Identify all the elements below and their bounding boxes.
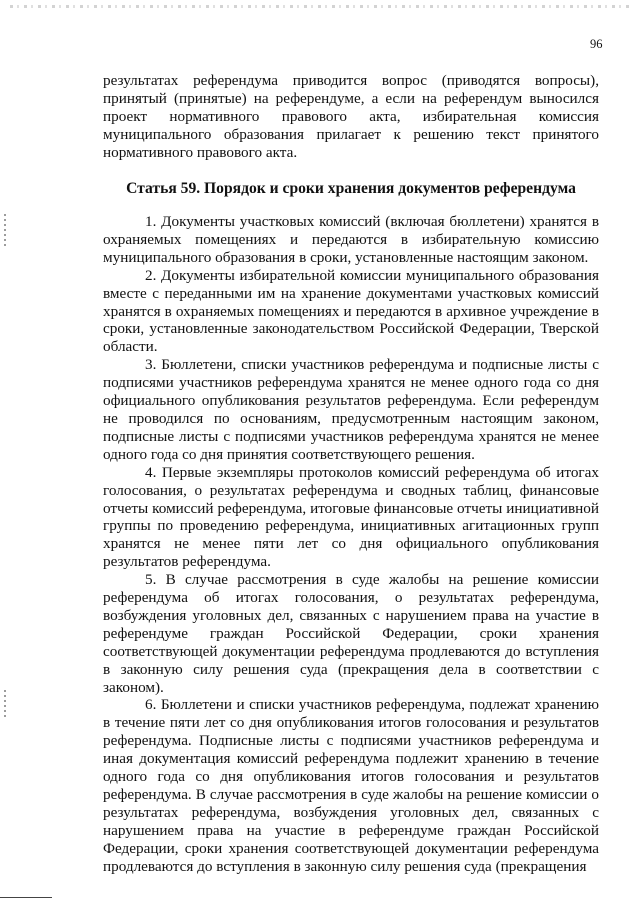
clause-2: 2. Документы избирательной комиссии муниципального образования вместе с переданными им на хранение документами участковых комиссий хранятся в охраняемых помещениях и передаются в архивное учреждение в сроки, установленные законодательством Российской Федерации, Тверской области. [103, 266, 599, 356]
article-body [103, 213, 599, 876]
clause-1: 1. Документы участковых комиссий (включая бюллетени) хранятся в охраняемых помещениях и передаются в избирательную комиссию муниципального образования в сроки, установленные настоящим законом. [103, 213, 599, 266]
scan-header-noise [10, 5, 630, 8]
clause-4: 4. Первые экземпляры протоколов комиссий референдума об итогах голосования, о результатах референдума и сводных таблиц, финансовые отчеты комиссий референдума, итоговые финансовые отчеты инициативной группы по проведению референдума, инициативных агитационных групп хранятся не менее пяти лет со дня официального опубликования результатов референдума. [103, 463, 599, 571]
clause-5: 5. В случае рассмотрения в суде жалобы на решение комиссии референдума об итогах голосования, о результатах референдума, возбуждения уголовных дел, связанных с нарушением права на участие в референдуме граждан Российской Федерации, сроки хранения соответствующей документации референдума продлеваются до вступления в законную силу решения суда (прекращения дела в соответствии с законом). [103, 571, 599, 696]
article-title: Статья 59. Порядок и сроки хранения документов референдума [126, 180, 576, 197]
page-number: 96 [590, 37, 603, 51]
scan-margin-mark [4, 214, 6, 248]
intro-paragraph: результатах референдума приводится вопрос (приводятся вопросы), принятый (принятые) на референдуме, а если на референдум выносился проект нормативного правового акта, избирательная комиссия муниципального образования прилагает к решению текст принятого нормативного правового акта. [103, 72, 599, 161]
scan-margin-mark [4, 690, 6, 720]
clause-6: 6. Бюллетени и списки участников референдума, подлежат хранению в течение пяти лет со дня опубликования итогов голосования и результатов референдума. Подписные листы с подписями участников референдума и иная документация комиссий референдума подлежит хранению в течение одного года со дня опубликования итогов голосования и результатов референдума. В случае рассмотрения в суде жалобы на решение комиссии о результатах референдума, возбуждения уголовных дел, связанных с нарушением права на участие в референдуме граждан Российской Федерации, сроки хранения соответствующей документации референдума продлеваются до вступления в законную силу решения суда (прекращения [103, 696, 599, 875]
scan-corner-line [0, 897, 52, 898]
clause-3: 3. Бюллетени, списки участников референдума и подписные листы с подписями участников референдума хранятся не менее одного года со дня официального опубликования результатов референдума. Если референдум не проводился по основаниям, предусмотренным настоящим законом, подписные листы с подписями участников референдума хранятся не менее одного года со дня принятия соответствующего решения. [103, 356, 599, 463]
